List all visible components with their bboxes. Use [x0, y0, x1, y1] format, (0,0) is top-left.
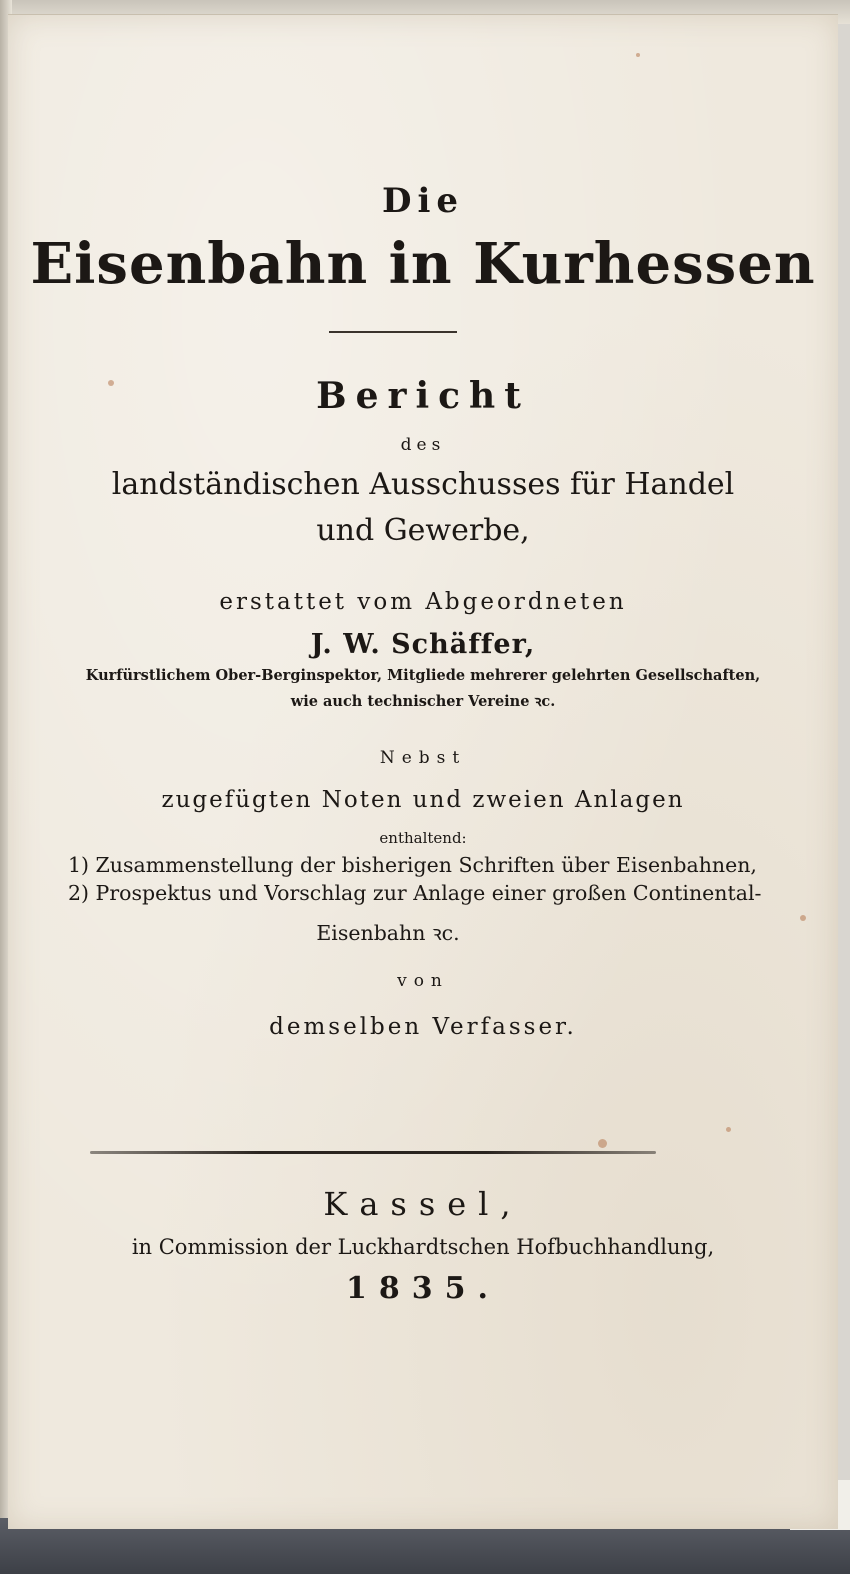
imprint-city: Kassel, — [323, 1185, 523, 1223]
appendix-item-2: 2) Prospektus und Vorschlag zur Anlage einer großen Continental- — [68, 881, 762, 905]
paper-speck — [800, 915, 806, 921]
appendix-von: von — [397, 971, 449, 991]
appendix-same-author: demselben Verfasser. — [269, 1014, 577, 1040]
author-titles-line-1: Kurfürstlichem Ober-Berginspektor, Mitgliede mehrerer gelehrten Gesellschaften, — [85, 667, 761, 684]
report-des: des — [400, 435, 446, 455]
page-title: Eisenbahn in Kurhessen — [30, 231, 816, 297]
long-divider-rule — [90, 1151, 656, 1154]
author-titles-line-2: wie auch technischer Vereine ꝛc. — [290, 693, 556, 710]
appendix-item-1: 1) Zusammenstellung der bisherigen Schriften über Eisenbahnen, — [68, 853, 757, 877]
imprint-year: 1835. — [346, 1271, 500, 1306]
presented-by-line: erstattet vom Abgeordneten — [219, 589, 627, 615]
appendix-nebst: Nebst — [379, 748, 467, 768]
committee-line-1: landständischen Ausschusses für Handel — [111, 467, 735, 502]
report-heading: Bericht — [316, 375, 530, 417]
imprint-publisher: in Commission der Luckhardtschen Hofbuchhandlung, — [131, 1235, 715, 1259]
title-page — [8, 14, 838, 1529]
paper-speck — [598, 1139, 607, 1148]
short-divider-rule — [329, 331, 457, 333]
paper-speck — [108, 380, 114, 386]
paper-speck — [726, 1127, 731, 1132]
title-article: Die — [381, 181, 465, 221]
paper-speck — [636, 53, 640, 57]
appendix-item-2-continued: Eisenbahn ꝛc. — [316, 921, 460, 945]
committee-line-2: und Gewerbe, — [316, 513, 530, 548]
author-name: J. W. Schäffer, — [310, 629, 536, 660]
appendix-containing: enthaltend: — [379, 829, 467, 847]
appendix-notes-line: zugefügten Noten und zweien Anlagen — [161, 787, 685, 813]
